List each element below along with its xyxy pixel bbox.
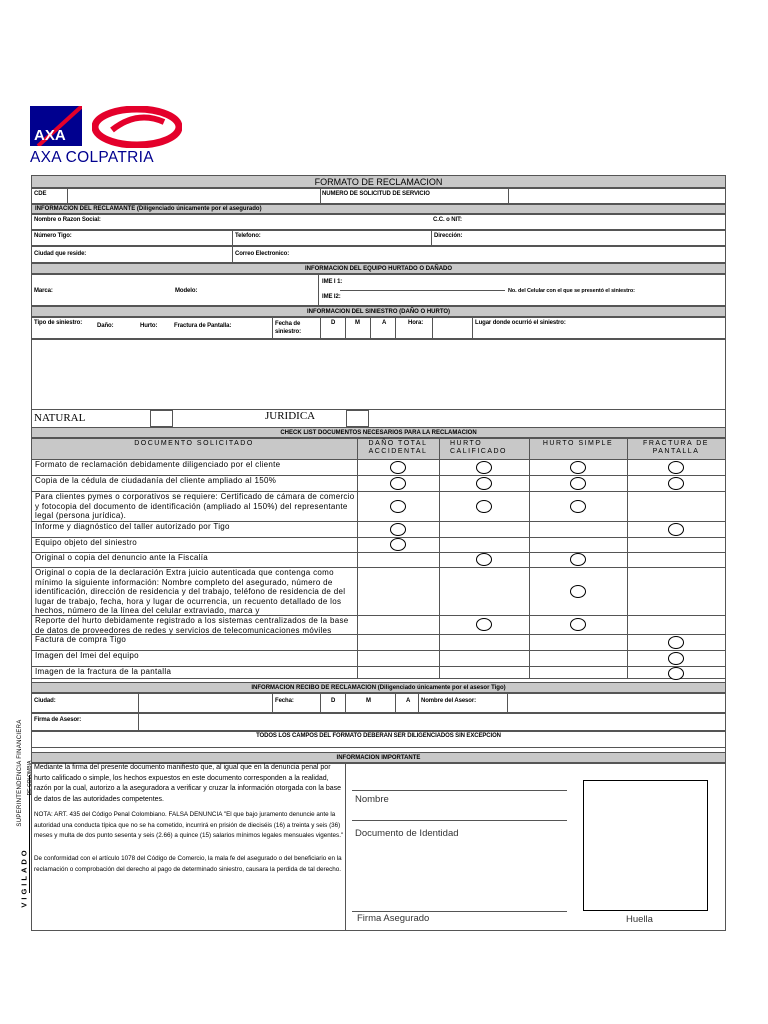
all-fields-notice: TODOS LOS CAMPOS DEL FORMATO DEBERAN SER DILIGENCIADOS SIN EXCEPCION [256,733,501,739]
checklist-mark-circle[interactable] [570,585,586,598]
claimant-city-row [31,246,726,263]
advisor-signature-label: Firma de Asesor: [34,717,82,723]
checklist-mark-circle[interactable] [476,553,492,566]
axa-mark-text: AXA [34,127,66,144]
incident-section-header: INFORMACION DEL SINIESTRO (DAÑO O HURTO) [31,306,726,317]
receipt-month-label: M [366,698,371,704]
natural-checkbox[interactable] [150,410,173,427]
address-label: Dirección: [434,233,463,239]
checklist-mark-circle[interactable] [476,500,492,513]
city-label: Ciudad que reside: [34,251,87,257]
receipt-city-label: Ciudad: [34,698,56,704]
checklist-mark-circle[interactable] [668,461,684,474]
receipt-row [31,693,726,713]
receipt-year-label: A [406,698,411,704]
column-header-simple-theft: HURTO SIMPLE [542,440,614,447]
checklist-document-text: Copia de la cédula de ciudadanía del cliente ampliado al 150% [35,476,277,485]
receipt-signature-row [31,713,726,731]
receipt-date-label: Fecha: [275,698,294,704]
checklist-document-text: Imagen del Imei del equipo [35,651,139,660]
checklist-document-text: Factura de compra Tigo [35,635,127,644]
cde-label: CDE [34,191,47,197]
column-header-screen-fracture: FRACTURA DE PANTALLA [643,440,709,455]
claimant-section-header: INFORMACION DEL RECLAMANTE (Diligenciado únicamente por el asegurado) [31,204,726,214]
juridica-checkbox[interactable] [346,410,369,427]
tigo-number-label: Número Tigo: [34,233,72,239]
checklist-mark-circle[interactable] [570,553,586,566]
incident-type-label: Tipo de siniestro: [34,320,83,326]
vigilado-sidebar [16,715,38,915]
superintendencia-text: SUPERINTENDENCIA FINANCIERA [17,719,23,827]
advisor-name-label: Nombre del Asesor: [421,698,476,704]
natural-label: NATURAL [34,412,86,424]
form-title: FORMATO DE RECLAMACION [31,175,726,188]
name-label: Nombre o Razon Social: [34,217,101,223]
incident-place-label: Lugar donde ocurrió el siniestro: [475,320,566,326]
checklist-mark-circle[interactable] [476,461,492,474]
axa-logo [30,106,82,146]
cell-number-label: No. del Celular con el que se presentó el siniestro: [508,288,635,294]
cc-nit-input[interactable] [470,215,720,229]
brand-name: AXA COLPATRIA [30,149,154,166]
checklist-mark-circle[interactable] [476,618,492,631]
brand-label: Marca: [34,288,53,294]
important-paragraph-2-rest: "El que bajo juramento denuncie ante la autoridad una conducta típica que no se ha cometido, incurrirá en prisión de dieciséis (16) a treinta y seis (36) meses y multa de dos punto sesenta y seis (2.66) a quince (15) salarios mínimos legales mensuales vigentes." [34,811,344,839]
checklist-mark-circle[interactable] [390,461,406,474]
juridica-label: JURIDICA [265,410,316,422]
important-paragraph-2-lead: NOTA: ART. 435 del Código Penal Colombiano. FALSA DENUNCIA [34,811,223,818]
screen-fracture-label: Fractura de Pantalla: [174,323,232,329]
imei2-label: IME I2: [322,294,341,300]
receipt-day-label: D [331,698,336,704]
checklist-column-divider [439,439,440,679]
cc-nit-label: C.C. o NIT: [433,217,462,223]
checklist-column-divider [529,439,530,679]
checklist-document-text: Para clientes pymes o corporativos se requiere: Certificado de cámara de comercio y fotocopia del documento de identificación (ampliado al 150%) del representante legal (persona jurídica). [35,492,355,521]
vigilado-text: VIGILADO [19,847,29,908]
column-header-total-damage: DAÑO TOTAL ACCIDENTAL [368,440,428,455]
day-label: D [331,320,336,326]
column-header-document: DOCUMENTO SOLICITADO [134,440,254,447]
important-paragraph-1: Mediante la firma del presente documento manifiesto que, al igual que en la denuncia penal por hurto calificado o simple, los hechos expuestos en este documento corresponden a la realidad, razón por la cual, autorizo a la aseguradora a verificar y cruzar la información otorgada con la base de datos de las autoridades competentes. [34,764,341,803]
checklist-mark-circle[interactable] [390,477,406,490]
incident-row [31,317,726,339]
checklist-mark-circle[interactable] [390,538,406,551]
checklist-document-text: Reporte del hurto debidamente registrado a los sistemas centralizados de la base de datos de proveedores de redes y servicios de telecomunicaciones móviles [35,616,349,634]
cde-input[interactable] [68,189,320,203]
claimant-contact-row [31,230,726,246]
equipment-section-header: INFORMACION DEL EQUIPO HURTADO O DAÑADO [31,263,726,274]
month-label: M [355,320,360,326]
checklist-mark-circle[interactable] [668,652,684,665]
insured-id-label: Documento de Identidad [355,828,459,839]
phone-label: Telefono: [235,233,261,239]
checklist-document-text: Original o copia de la declaración Extra juicio autenticada que contenga como mínimo la siguiente información: Nombre completo del asegurado, número de identificación, dirección de residencia y del trabajo, teléfono de residencia de del lugar de trabajo, fecha, hora y lugar de ocurrencia, un recuento detallado de los hechos, número de la línea del celular extraviado, marca y [35,568,346,615]
incident-date-label: Fecha de siniestro: [275,321,302,335]
claim-receipt-section-header: INFORMACION RECIBO DE RECLAMACION (Diligenciado únicamente por el asesor Tigo) [31,682,726,693]
checklist-mark-circle[interactable] [570,500,586,513]
fingerprint-label: Huella [626,914,653,925]
imei1-label: IME I 1: [322,279,343,285]
name-input[interactable] [110,215,430,229]
checklist-mark-circle[interactable] [668,477,684,490]
checklist-mark-circle[interactable] [570,461,586,474]
checklist-mark-circle[interactable] [570,477,586,490]
de-colombia-text: DE COLOMBIA [27,760,33,796]
theft-label: Hurto: [140,323,158,329]
checklist-document-text: Equipo objeto del siniestro [35,538,137,547]
important-section-header: INFORMACION IMPORTANTE [31,752,726,763]
checklist-mark-circle[interactable] [668,523,684,536]
checklist-document-text: Original o copia del denuncio ante la Fiscalía [35,553,209,562]
colpatria-swirl-icon [92,106,182,148]
checklist-mark-circle[interactable] [668,636,684,649]
insured-name-label: Nombre [355,794,389,805]
checklist-document-text: Imagen de la fractura de la pantalla [35,667,172,676]
checklist-column-divider [357,439,358,679]
checklist-mark-circle[interactable] [390,523,406,536]
checklist-mark-circle[interactable] [476,477,492,490]
incident-description-area[interactable] [31,339,726,410]
service-request-label: NUMERO DE SOLICITUD DE SERVICIO [322,191,430,197]
checklist-column-divider [627,439,628,679]
damage-label: Daño: [97,323,114,329]
service-request-input[interactable] [509,189,725,203]
important-paragraph-3: De conformidad con el artículo 1078 del Código de Comercio, la mala fe del asegurado o del beneficiario en la reclamación o comprobación del derecho al pago de determinado siniestro, causara la perdida de tal derecho. [34,855,342,873]
checklist-mark-circle[interactable] [668,667,684,680]
checklist-mark-circle[interactable] [570,618,586,631]
email-label: Correo Electronico: [235,251,290,257]
checklist-mark-circle[interactable] [390,500,406,513]
checklist-document-text: Formato de reclamación debidamente diligenciado por el cliente [35,460,281,469]
important-paragraph-2 [34,810,344,842]
checklist-document-text: Informe y diagnóstico del taller autorizado por Tigo [35,522,230,531]
year-label: A [382,320,387,326]
column-header-qualified-theft: HURTO CALIFICADO [450,440,508,455]
model-label: Modelo: [175,288,198,294]
insured-signature-label: Firma Asegurado [357,913,430,924]
checklist-section-header: CHECK LIST DOCUMENTOS NECESARIOS PARA LA RECLAMACION [31,427,726,438]
fingerprint-box[interactable] [583,780,708,911]
hour-label: Hora: [408,320,424,326]
